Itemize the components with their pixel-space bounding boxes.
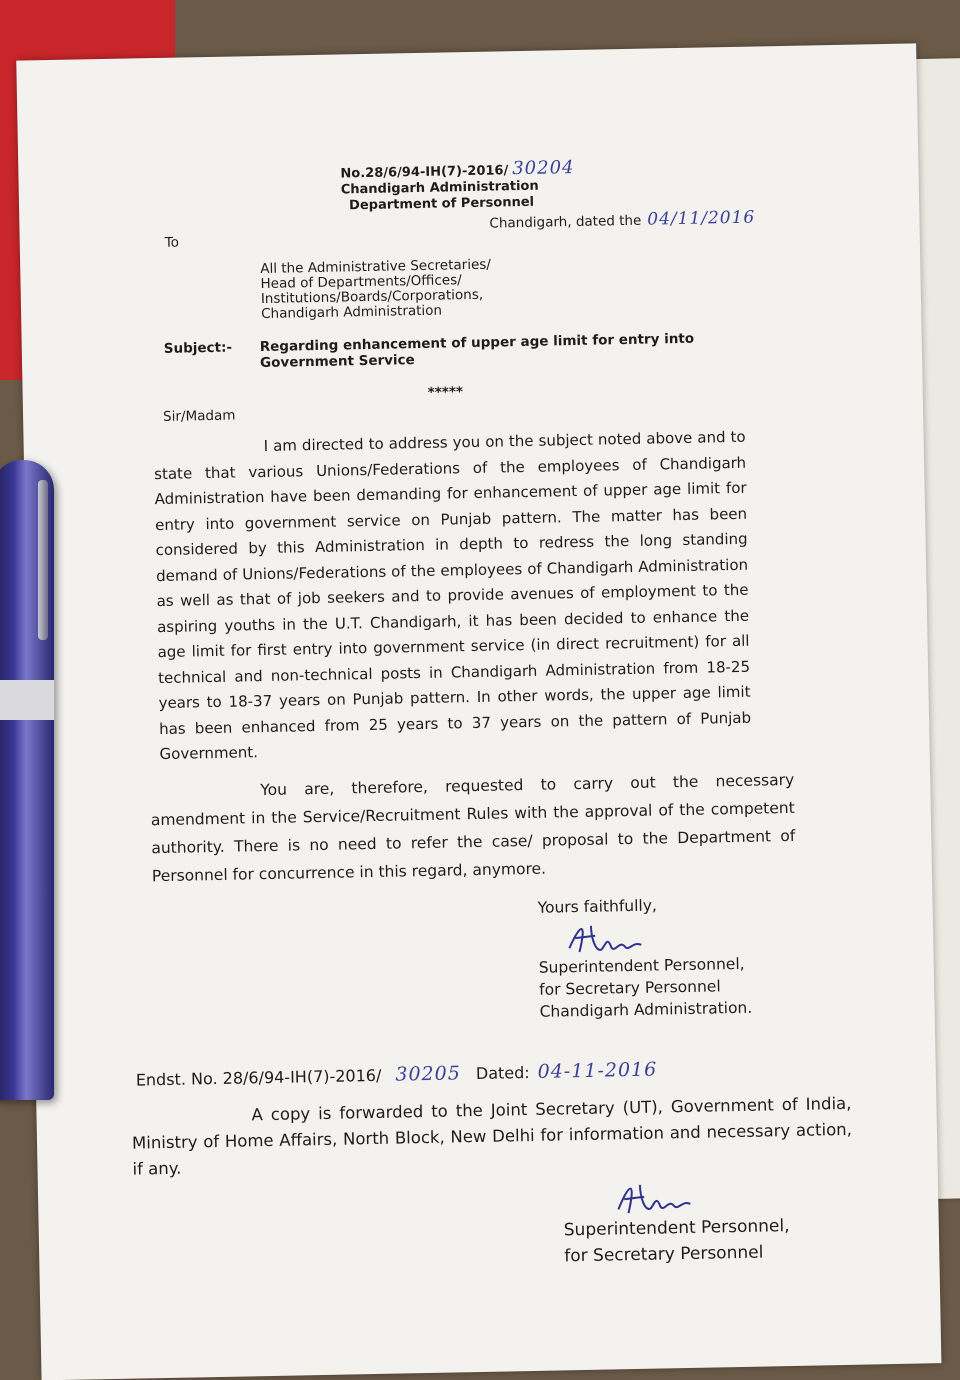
signatory-title: Superintendent Personnel, xyxy=(538,954,745,977)
endst-number: Endst. No. 28/6/94-IH(7)-2016/ xyxy=(135,1065,382,1090)
letter-page xyxy=(16,43,941,1380)
org-name: Chandigarh Administration xyxy=(340,178,539,198)
signature-2 xyxy=(610,1176,701,1222)
subject-label: Subject:- xyxy=(163,339,233,357)
endst-handwritten: 30205 xyxy=(395,1062,462,1086)
place-date-line xyxy=(489,207,756,232)
pen-label-band xyxy=(0,680,54,720)
to-label: To xyxy=(164,234,180,251)
signatory-org: Chandigarh Administration. xyxy=(539,998,753,1021)
addressee-line: Head of Departments/Offices/ xyxy=(260,272,462,293)
dated-label: Dated: xyxy=(475,1063,530,1084)
body-paragraph-2: You are, therefore, requested to carry out the necessary amendment in the Service/Recruitment Rules with the approval of the competent authority. There is no need to refer the case/ proposal to the Department of Personnel for concurrence in this regard, anymore. xyxy=(150,770,796,886)
copy-paragraph: A copy is forwarded to the Joint Secretary (UT), Government of India, Ministry of Home Affairs, North Block, New Delhi for information and necessary action, if any. xyxy=(131,1093,853,1179)
salutation: Sir/Madam xyxy=(162,407,236,425)
endorsement-line xyxy=(136,1059,658,1091)
signatory-for-2: for Secretary Personnel xyxy=(564,1242,764,1267)
ref-number-line xyxy=(340,156,575,182)
signatory-title-2: Superintendent Personnel, xyxy=(563,1216,790,1241)
ref-number: No.28/6/94-IH(7)-2016/ xyxy=(340,163,509,182)
addressee-line: All the Administrative Secretaries/ xyxy=(260,256,492,278)
signatory-for: for Secretary Personnel xyxy=(539,977,721,999)
signature-1 xyxy=(561,917,652,963)
date-handwritten: 04/11/2016 xyxy=(647,207,756,230)
addressee-line: Chandigarh Administration xyxy=(260,302,443,323)
department-name: Department of Personnel xyxy=(348,194,535,214)
pen-clip xyxy=(38,480,48,640)
separator-stars: ***** xyxy=(427,384,464,401)
ref-handwritten: 30204 xyxy=(512,156,575,180)
place-date: Chandigarh, dated the xyxy=(489,212,642,232)
subject-line: Government Service xyxy=(259,352,415,372)
closing: Yours faithfully, xyxy=(537,896,658,917)
addressee-line: Institutions/Boards/Corporations, xyxy=(260,286,484,308)
dated-handwritten: 04-11-2016 xyxy=(537,1058,658,1083)
body-paragraph-1: I am directed to address you on the subject noted above and to state that various Unions/Federations of the employees of Chandigarh Administration have been demanding for enhancement of upper age limit for entry into government service on Punjab pattern. The matter has been considered by this Administration in depth to redress the long standing demand of Unions/Federations of the employees of Chandigarh Administration as well as that of job seekers and to provide avenues of employment to the aspiring youths in the U.T. Chandigarh, it has been decided to enhance the age limit for first entry into government service (in direct recruitment) for all technical and non-technical posts in Chandigarh Administration from 18-25 years to 18-37 years on Punjab pattern. In other words, the upper age limit has been enhanced from 25 years to 37 years on the pattern of Punjab Government. xyxy=(154,427,752,764)
subject-line: Regarding enhancement of upper age limit for entry into xyxy=(259,330,695,356)
